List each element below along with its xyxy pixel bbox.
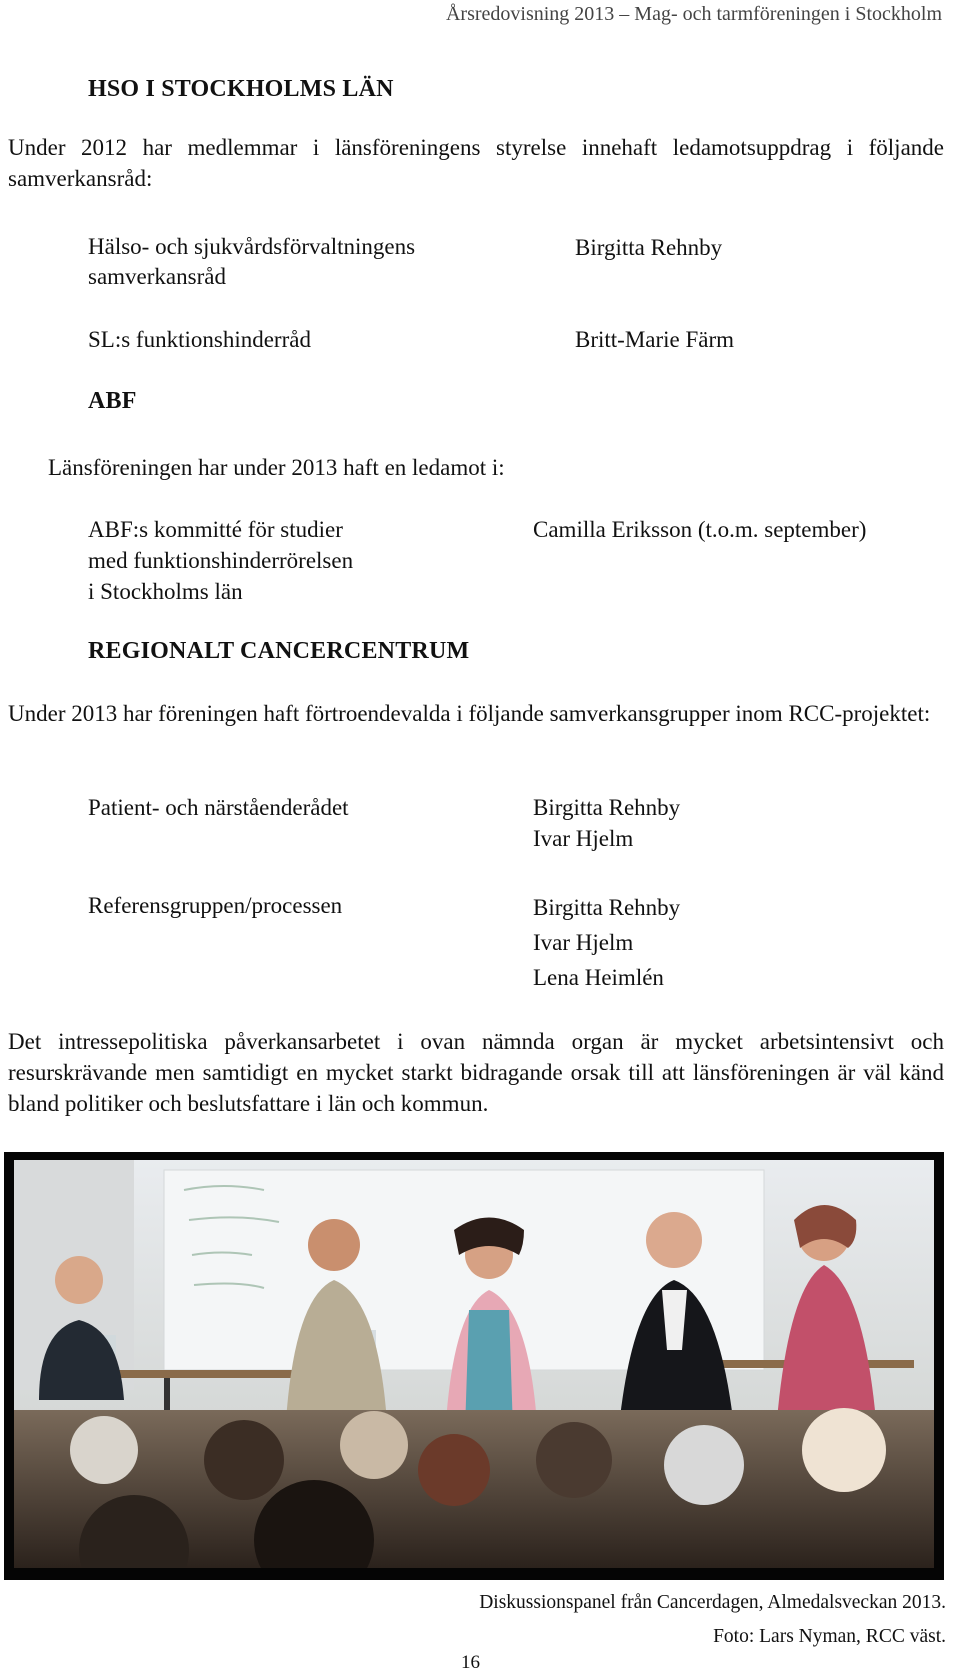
- abf-organ-line2: med funktionshinderrörelsen: [88, 548, 354, 573]
- abf-organ-line1: ABF:s kommitté för studier: [88, 517, 343, 542]
- rcc-group-2-member: Ivar Hjelm: [533, 930, 634, 955]
- rcc-group-1-member: Ivar Hjelm: [533, 826, 634, 851]
- abf-organ: [88, 514, 353, 607]
- photo-caption: Diskussionspanel från Cancerdagen, Almedalsveckan 2013.: [479, 1592, 946, 1613]
- section-heading-hso: HSO I STOCKHOLMS LÄN: [88, 76, 394, 102]
- rcc-group-2-member: Birgitta Rehnby: [533, 895, 681, 920]
- rcc-group-1-member: Birgitta Rehnby: [533, 795, 681, 820]
- rcc-group-2-name: Referensgruppen/processen: [88, 893, 343, 918]
- page-number: 16: [461, 1652, 480, 1673]
- abf-member: Camilla Eriksson (t.o.m. september): [533, 517, 867, 542]
- rcc-closing-paragraph: Det intressepolitiska påverkansarbetet i ovan nämnda organ är mycket arbetsintensivt och resurskrävande men samtidigt en mycket starkt bidragande orsak till att länsföreningen är väl känd bland politiker och beslutsfattare i län och kommun.: [8, 1029, 944, 1116]
- hso-organ-1: [88, 232, 415, 292]
- panel-photo-illustration: [14, 1160, 934, 1568]
- abf-organ-line3: i Stockholms län: [88, 579, 243, 604]
- running-header: Årsredovisning 2013 – Mag- och tarmföreningen i Stockholm: [445, 3, 942, 25]
- hso-intro-paragraph: Under 2012 har medlemmar i länsföreningens styrelse innehaft ledamotsuppdrag i följande samverkansråd:: [8, 135, 944, 191]
- hso-member-1: Birgitta Rehnby: [575, 235, 723, 260]
- hso-organ-2: SL:s funktionshinderråd: [88, 327, 311, 352]
- rcc-group-1-members: [533, 792, 680, 854]
- rcc-intro-paragraph: Under 2013 har föreningen haft förtroendevalda i följande samverkansgrupper inom RCC-projektet:: [8, 701, 931, 726]
- abf-intro: Länsföreningen har under 2013 haft en ledamot i:: [48, 455, 505, 480]
- hso-organ-1-line1: Hälso- och sjukvårdsförvaltningens: [88, 234, 416, 259]
- hso-member-2: Britt-Marie Färm: [575, 327, 735, 352]
- rcc-group-2-member: Lena Heimlén: [533, 965, 664, 990]
- hso-organ-1-line2: samverkansråd: [88, 264, 226, 289]
- panel-photo: [4, 1152, 944, 1580]
- section-heading-rcc: REGIONALT CANCERCENTRUM: [88, 638, 470, 664]
- rcc-group-1-name: Patient- och närståenderådet: [88, 795, 349, 820]
- rcc-group-2-members: [533, 890, 680, 995]
- section-heading-abf: ABF: [88, 388, 137, 414]
- photo-credit: Foto: Lars Nyman, RCC väst.: [713, 1626, 946, 1647]
